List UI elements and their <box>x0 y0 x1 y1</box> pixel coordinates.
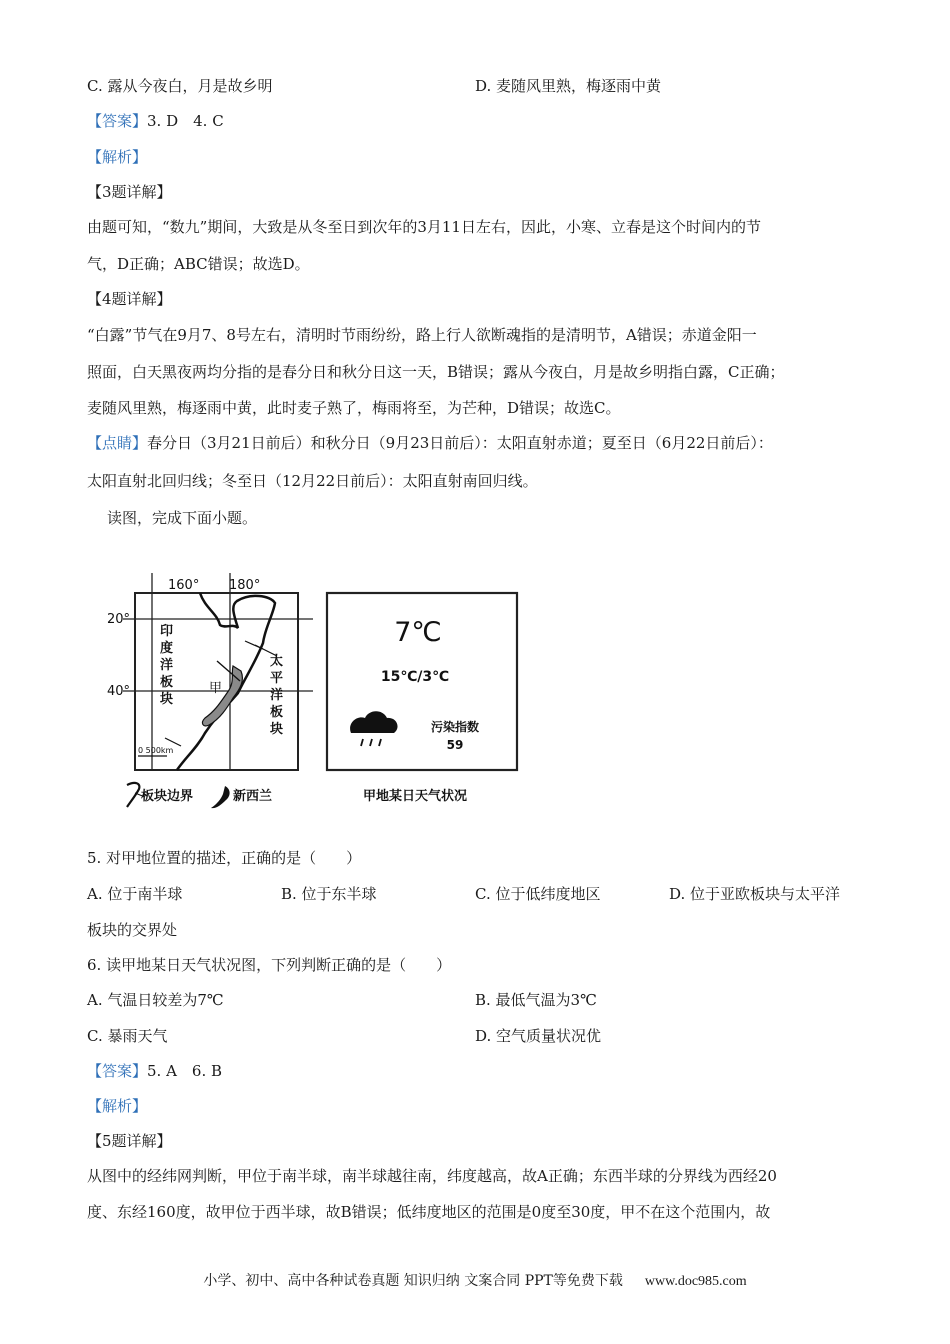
tips-line-2: 太阳直射北回归线；冬至日（12月22日前后）：太阳直射南回归线。 <box>87 472 538 490</box>
answer-tag: 【答案】 <box>87 112 148 130</box>
detail-4-title: 【4题详解】 <box>87 290 172 308</box>
q4-option-d: D. 麦随风里熟，梅逐雨中黄 <box>475 77 662 95</box>
detail-5-line-2: 度、东经160度，故甲位于西半球，故B错误；低纬度地区的范围是0度至30度，甲不在这个范围内，故 <box>87 1203 771 1221</box>
detail-4-line-1: “白露”节气在9月7、8号左右，清明时节雨纷纷，路上行人欲断魂指的是清明节，A错误；赤道金阳一 <box>87 326 757 344</box>
jia-label: 甲 <box>209 681 223 696</box>
pacific-plate-char-1: 太 <box>270 654 284 669</box>
scale-label: 0 500km <box>138 746 174 755</box>
figure-intro: 读图，完成下面小题。 <box>107 509 258 527</box>
answer-line-1 <box>87 111 224 131</box>
answer-text-2: 5. A 6. B <box>147 1062 223 1080</box>
q6-option-b: B. 最低气温为3℃ <box>475 991 597 1009</box>
rain-cloud-icon <box>350 711 397 746</box>
lon-label-160: 160° <box>168 578 200 593</box>
q5-option-d: D. 位于亚欧板块与太平洋 <box>669 885 841 903</box>
answer-text: 3. D 4. C <box>147 112 224 130</box>
tips-tag: 【点睛】 <box>87 434 148 452</box>
detail-4-line-3: 麦随风里熟，梅逐雨中黄，此时麦子熟了，梅雨将至，为芒种，D错误；故选C。 <box>87 399 621 417</box>
indian-plate-char-3: 洋 <box>160 658 174 673</box>
boundary-arrow-3 <box>165 738 181 746</box>
page-footer <box>0 1270 950 1290</box>
indian-plate-char-4: 板 <box>160 675 174 690</box>
indian-plate-char-1: 印 <box>160 624 174 639</box>
pollution-value: 59 <box>446 738 464 752</box>
pacific-plate-char-4: 板 <box>270 705 284 720</box>
figure-svg <box>105 553 525 828</box>
indian-plate-char-2: 度 <box>160 641 174 656</box>
weather-caption: 甲地某日天气状况 <box>362 789 468 804</box>
analysis-tag-1: 【解析】 <box>87 148 148 166</box>
weather-range: 15℃/3℃ <box>380 669 450 685</box>
q6-option-d: D. 空气质量状况优 <box>475 1027 602 1045</box>
analysis-tag-2: 【解析】 <box>87 1097 148 1115</box>
legend-boundary-label: 板块边界 <box>141 789 194 804</box>
pacific-plate-char-5: 块 <box>270 722 284 737</box>
q5-stem: 5. 对甲地位置的描述，正确的是（ ） <box>87 849 362 867</box>
indian-plate-char-5: 块 <box>160 692 174 707</box>
lat-label-40: 40° <box>107 684 131 699</box>
figure <box>105 553 525 828</box>
detail-5-line-1: 从图中的经纬网判断，甲位于南半球，南半球越往南，纬度越高，故A正确；东西半球的分界线为西经20 <box>87 1167 777 1185</box>
pacific-plate-char-3: 洋 <box>270 688 284 703</box>
tips-line-1 <box>87 433 773 453</box>
lat-label-20: 20° <box>107 612 131 627</box>
answer-line-2 <box>87 1061 222 1081</box>
weather-temp: 7℃ <box>394 617 442 648</box>
q6-stem: 6. 读甲地某日天气状况图，下列判断正确的是（ ） <box>87 956 452 974</box>
lon-label-180: 180° <box>229 578 261 593</box>
detail-3-title: 【3题详解】 <box>87 183 172 201</box>
detail-5-title: 【5题详解】 <box>87 1132 172 1150</box>
q5-option-a: A. 位于南半球 <box>87 885 183 903</box>
q6-option-a: A. 气温日较差为7℃ <box>87 991 224 1009</box>
detail-3-line-1: 由题可知，“数九”期间，大致是从冬至日到次年的3月11日左右，因此，小寒、立春是这个时间内的节 <box>87 218 761 236</box>
answer-tag-2: 【答案】 <box>87 1062 148 1080</box>
pacific-plate-char-2: 平 <box>270 671 284 686</box>
q5-option-c: C. 位于低纬度地区 <box>475 885 601 903</box>
pollution-label: 污染指数 <box>430 720 480 734</box>
q4-option-c: C. 露从今夜白，月是故乡明 <box>87 77 273 95</box>
q5-option-b: B. 位于东半球 <box>281 885 377 903</box>
detail-3-line-2: 气，D正确；ABC错误；故选D。 <box>87 255 310 273</box>
footer-site-link[interactable]: www.doc985.com <box>644 1274 747 1289</box>
q5-option-d-cont: 板块的交界处 <box>87 921 178 939</box>
detail-4-line-2: 照面，白天黑夜两均分指的是春分日和秋分日这一天，B错误；露从今夜白，月是故乡明指白露，C正确； <box>87 363 785 381</box>
q6-option-c: C. 暴雨天气 <box>87 1027 168 1045</box>
tips-text-1: 春分日（3月21日前后）和秋分日（9月23日前后）：太阳直射赤道；夏至日（6月22日前后）： <box>147 434 773 452</box>
legend-nz-symbol <box>211 786 230 808</box>
footer-text: 小学、初中、高中各种试卷真题 知识归纳 文案合同 PPT等免费下载 <box>203 1273 623 1289</box>
legend-boundary-symbol <box>127 783 139 807</box>
legend-nz-label: 新西兰 <box>233 789 273 804</box>
